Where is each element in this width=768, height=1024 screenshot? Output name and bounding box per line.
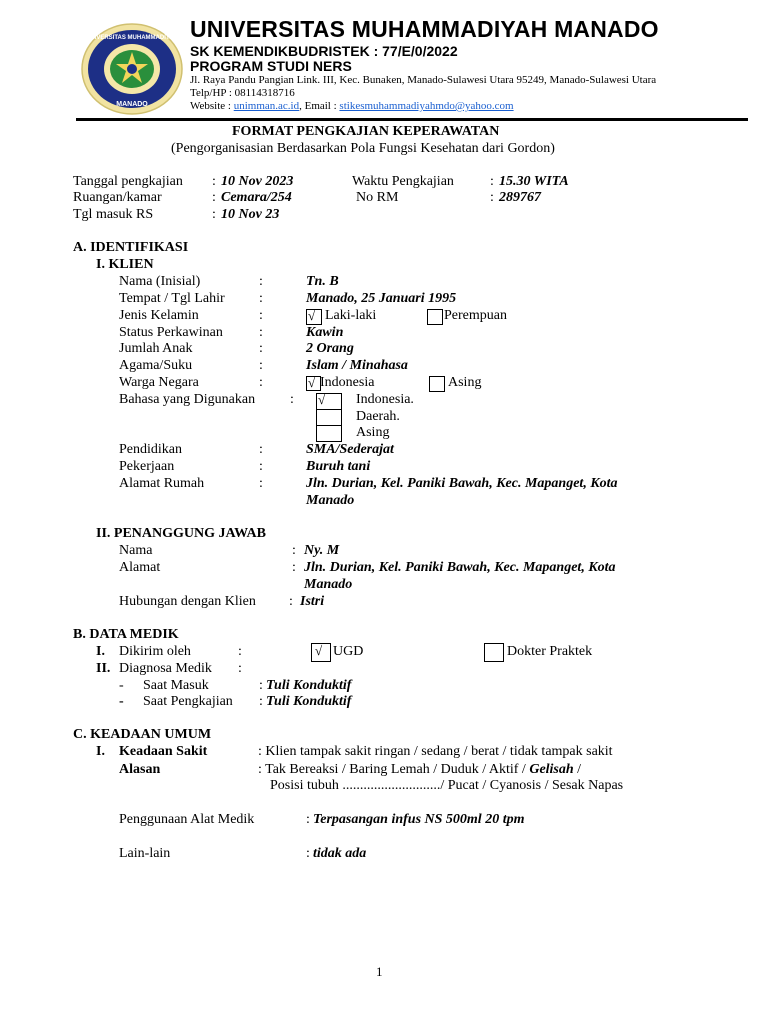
lain-lain-value: tidak ada xyxy=(313,846,367,861)
colon: : xyxy=(212,174,216,189)
colon: : xyxy=(259,694,263,709)
svg-text:MANADO: MANADO xyxy=(116,101,148,108)
email-label: , Email : xyxy=(299,100,337,112)
check-mark: √ xyxy=(308,308,316,323)
form-title: FORMAT PENGKAJIAN KEPERAWATAN xyxy=(232,124,500,139)
bahasa-asing-label: Asing xyxy=(356,425,390,440)
dikirim-label: Dikirim oleh xyxy=(119,644,191,659)
colon: : xyxy=(292,543,296,558)
jk-lakilaki-checkbox[interactable] xyxy=(306,309,322,325)
colon: : xyxy=(292,560,296,575)
colon: : xyxy=(306,846,310,861)
saat-pengkajian-label: Saat Pengkajian xyxy=(143,694,233,709)
bullet-dash: - xyxy=(119,694,124,709)
section-a-heading: A. IDENTIFIKASI xyxy=(73,240,189,255)
alamat-rumah-label: Alamat Rumah xyxy=(119,476,205,491)
pj-hubungan-value: Istri xyxy=(300,594,325,609)
colon: : xyxy=(238,644,242,659)
section-c-heading: C. KEADAAN UMUM xyxy=(73,727,212,742)
lain-lain-label: Lain-lain xyxy=(119,846,171,861)
colon: : xyxy=(259,308,263,323)
ttl-label: Tempat / Tgl Lahir xyxy=(119,291,225,306)
contact-line xyxy=(190,100,514,112)
ruangan-label: Ruangan/kamar xyxy=(73,190,162,205)
warga-asing-label: Asing xyxy=(448,375,482,390)
alamat-rumah-value-cont: Manado xyxy=(306,493,355,508)
colon: : xyxy=(259,341,263,356)
warga-indonesia-checkbox[interactable] xyxy=(306,376,321,391)
nama-label: Nama (Inisial) xyxy=(119,274,201,289)
colon: : xyxy=(212,190,216,205)
colon: : xyxy=(490,190,494,205)
program-name: PROGRAM STUDI NERS xyxy=(190,58,352,74)
diagnosa-label: Diagnosa Medik xyxy=(119,661,212,676)
keadaan-sakit-value: : Klien tampak sakit ringan / sedang / berat / tidak tampak sakit xyxy=(258,744,613,759)
pj-alamat-value-cont: Manado xyxy=(304,577,353,592)
warga-label: Warga Negara xyxy=(119,375,199,390)
pj-nama-value: Ny. M xyxy=(304,543,340,558)
section-b-heading: B. DATA MEDIK xyxy=(73,627,179,642)
page-number: 1 xyxy=(376,964,383,979)
check-mark: √ xyxy=(318,392,326,407)
bahasa-indonesia-checkbox[interactable] xyxy=(316,393,342,410)
agama-value: Islam / Minahasa xyxy=(306,358,408,373)
svg-text:UNIVERSITAS MUHAMMADIYAH: UNIVERSITAS MUHAMMADIYAH xyxy=(85,35,179,41)
check-mark: √ xyxy=(315,643,323,658)
colon: : xyxy=(259,678,263,693)
tanggal-label: Tanggal pengkajian xyxy=(73,174,183,189)
tglmasuk-label: Tgl masuk RS xyxy=(73,207,154,222)
norm-value: 289767 xyxy=(499,190,541,205)
tglmasuk-value: 10 Nov 23 xyxy=(221,207,280,222)
website-label: Website : xyxy=(190,100,231,112)
status-label: Status Perkawinan xyxy=(119,325,223,340)
anak-label: Jumlah Anak xyxy=(119,341,193,356)
form-subtitle: (Pengorganisasian Berdasarkan Pola Fungsi Kesehatan dari Gordon) xyxy=(171,141,555,156)
jk-label: Jenis Kelamin xyxy=(119,308,199,323)
colon: : xyxy=(259,375,263,390)
alasan-sep: / xyxy=(573,762,582,777)
bahasa-asing-checkbox[interactable] xyxy=(316,425,342,442)
jk-lakilaki-label: Laki-laki xyxy=(325,308,377,323)
address: Jl. Raya Pandu Pangian Link. III, Kec. Bunaken, Manado-Sulawesi Utara 95249, Manado-Sulawesi Utara xyxy=(190,74,657,86)
waktu-value: 15.30 WITA xyxy=(499,174,569,189)
jk-perempuan-label: Perempuan xyxy=(444,308,507,323)
agama-label: Agama/Suku xyxy=(119,358,193,373)
b-i-number: I. xyxy=(96,644,105,659)
colon: : xyxy=(259,291,263,306)
colon: : xyxy=(289,594,293,609)
alat-medik-label: Penggunaan Alat Medik xyxy=(119,812,255,827)
alasan-line-2: Posisi tubuh ............................/ Pucat / Cyanosis / Sesak Napas xyxy=(270,778,624,793)
sk-number: SK KEMENDIKBUDRISTEK : 77/E/0/2022 xyxy=(190,43,458,59)
bahasa-label: Bahasa yang Digunakan xyxy=(119,392,256,407)
jk-perempuan-checkbox[interactable] xyxy=(427,309,443,325)
ttl-value: Manado, 25 Januari 1995 xyxy=(306,291,457,306)
header-divider xyxy=(76,118,748,121)
colon: : xyxy=(306,812,310,827)
alasan-gelisah: Gelisah xyxy=(529,762,574,777)
tanggal-value: 10 Nov 2023 xyxy=(221,174,294,189)
ruangan-value: Cemara/254 xyxy=(221,190,292,205)
c-i-number: I. xyxy=(96,744,105,759)
norm-label: No RM xyxy=(356,190,399,205)
alamat-rumah-value: Jln. Durian, Kel. Paniki Bawah, Kec. Mapanget, Kota xyxy=(306,476,618,491)
pendidikan-label: Pendidikan xyxy=(119,442,182,457)
email-link[interactable]: stikesmuhammadiyahmdo@yahoo.com xyxy=(339,100,514,112)
klien-heading: I. KLIEN xyxy=(96,257,154,272)
colon: : xyxy=(259,476,263,491)
colon: : xyxy=(259,358,263,373)
saat-pengkajian-value: Tuli Konduktif xyxy=(266,694,352,709)
keadaan-sakit-label: Keadaan Sakit xyxy=(119,744,208,759)
pendidikan-value: SMA/Sederajat xyxy=(306,442,394,457)
ugd-checkbox[interactable] xyxy=(311,643,331,662)
pekerjaan-value: Buruh tani xyxy=(306,459,371,474)
colon: : xyxy=(259,325,263,340)
nama-value: Tn. B xyxy=(306,274,339,289)
b-ii-number: II. xyxy=(96,661,111,676)
pekerjaan-label: Pekerjaan xyxy=(119,459,175,474)
university-logo xyxy=(80,22,184,116)
colon: : xyxy=(259,274,263,289)
dokter-praktek-label: Dokter Praktek xyxy=(507,644,593,659)
saat-masuk-value: Tuli Konduktif xyxy=(266,678,352,693)
ugd-label: UGD xyxy=(333,644,364,659)
pj-heading: II. PENANGGUNG JAWAB xyxy=(96,526,266,541)
bahasa-daerah-checkbox[interactable] xyxy=(316,409,342,426)
colon: : xyxy=(212,207,216,222)
waktu-label: Waktu Pengkajian xyxy=(352,174,454,189)
university-name: UNIVERSITAS MUHAMMADIYAH MANADO xyxy=(190,16,659,42)
bahasa-indonesia-label: Indonesia. xyxy=(356,392,414,407)
alat-medik-value: Terpasangan infus NS 500ml 20 tpm xyxy=(313,812,525,827)
phone: Telp/HP : 08114318716 xyxy=(190,87,295,99)
saat-masuk-label: Saat Masuk xyxy=(143,678,209,693)
dokter-praktek-checkbox[interactable] xyxy=(484,643,504,662)
check-mark: √ xyxy=(308,375,316,390)
colon: : xyxy=(238,661,242,676)
warga-asing-checkbox[interactable] xyxy=(429,376,445,392)
status-value: Kawin xyxy=(306,325,344,340)
alasan-label: Alasan xyxy=(119,762,161,777)
alasan-value xyxy=(258,762,581,778)
colon: : xyxy=(259,442,263,457)
website-link[interactable]: unimman.ac.id xyxy=(233,100,300,112)
colon: : xyxy=(290,392,294,407)
alasan-options: : Tak Bereaksi / Baring Lemah / Duduk / Aktif / xyxy=(258,762,530,777)
pj-nama-label: Nama xyxy=(119,543,153,558)
pj-alamat-value: Jln. Durian, Kel. Paniki Bawah, Kec. Mapanget, Kota xyxy=(304,560,616,575)
warga-indonesia-label: Indonesia xyxy=(320,375,375,390)
pj-alamat-label: Alamat xyxy=(119,560,161,575)
bullet-dash: - xyxy=(119,678,124,693)
bahasa-daerah-label: Daerah. xyxy=(356,409,400,424)
colon: : xyxy=(259,459,263,474)
pj-hubungan-label: Hubungan dengan Klien xyxy=(119,594,256,609)
anak-value: 2 Orang xyxy=(306,341,354,356)
colon: : xyxy=(490,174,494,189)
